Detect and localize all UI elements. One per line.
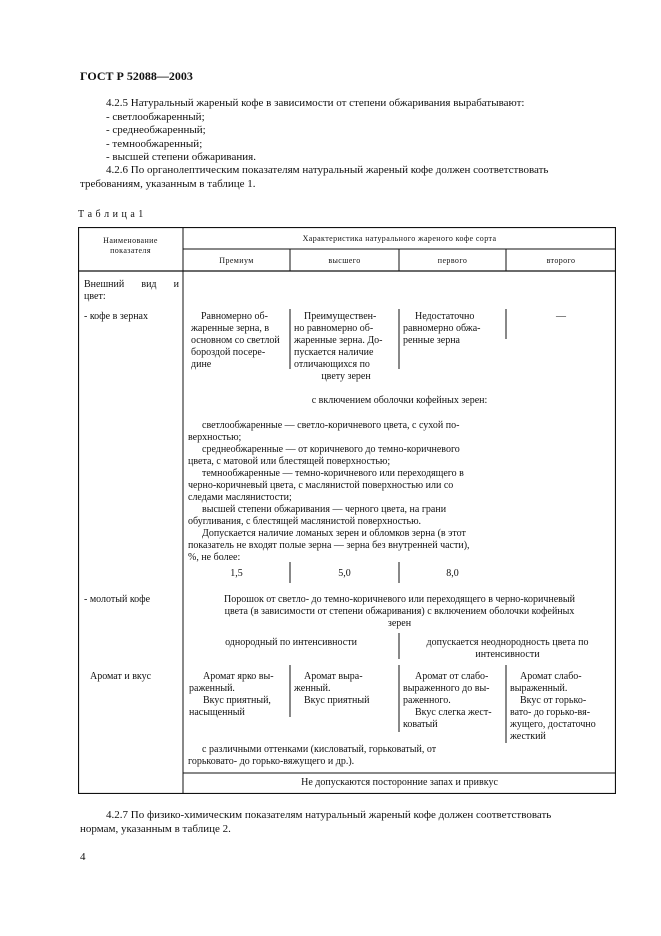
paragraph-4-2-7-line2: нормам, указанным в таблице 2. bbox=[80, 823, 231, 835]
header-grade-premium: Премиум bbox=[219, 256, 254, 265]
beans-premium-line5: дине bbox=[191, 359, 212, 370]
beans-highest-line1: Преимуществен- bbox=[304, 311, 377, 322]
list-item-highest: - высшей степени обжаривания. bbox=[106, 151, 256, 163]
aroma-premium-line3: Вкус приятный, bbox=[203, 695, 271, 706]
header-characteristic: Характеристика натурального жареного кофе сорта bbox=[302, 234, 497, 243]
husk-line-3: среднеобжаренные — от коричневого до темно-коричневого bbox=[202, 444, 460, 455]
beans-highest-line6: цвету зерен bbox=[321, 371, 371, 382]
beans-highest bbox=[294, 311, 398, 383]
aroma-notes-line2: горьковато- до горько-вяжущего и др.). bbox=[188, 756, 355, 767]
husk-line-12: %, не более: bbox=[188, 552, 241, 563]
aroma-premium-line2: раженный. bbox=[189, 683, 235, 694]
header-grade-second: второго bbox=[546, 256, 576, 265]
aroma-premium-line4: насыщенный bbox=[189, 707, 245, 718]
paragraph-4-2-6-line2: требованиям, указанным в таблице 1. bbox=[80, 178, 256, 190]
ground-nonuniform bbox=[399, 637, 616, 661]
husk-line-1: светлообжаренные — светло-коричневого цвета, с сухой по- bbox=[202, 420, 460, 431]
aroma-first-line2: выраженного до вы- bbox=[403, 683, 490, 694]
header-grade-highest: высшего bbox=[328, 256, 361, 265]
ground-nonuniform-line2: интенсивности bbox=[475, 649, 540, 660]
beans-premium bbox=[191, 311, 289, 371]
indicator-appearance bbox=[84, 279, 179, 303]
aroma-second-line2: выраженный. bbox=[510, 683, 568, 694]
paragraph-4-2-6-line1: 4.2.6 По органолептическим показателям натуральный жареный кофе должен соответствовать bbox=[106, 164, 549, 176]
ground-line-1: Порошок от светло- до темно-коричневого или переходящего в черно-коричневый bbox=[224, 594, 575, 605]
aroma-first-line4: Вкус слегка жест- bbox=[415, 707, 492, 718]
aroma-highest-line3: Вкус приятный bbox=[304, 695, 370, 706]
header-indicator-line1: Наименование bbox=[103, 236, 158, 245]
beans-highest-line3: жаренные зерна. До- bbox=[294, 335, 383, 346]
aroma-premium-line1: Аромат ярко вы- bbox=[203, 671, 274, 682]
table-caption: Т а б л и ц а 1 bbox=[78, 209, 144, 220]
beans-premium-line2: жаренные зерна, в bbox=[191, 323, 270, 334]
husk-inclusion: с включением оболочки кофейных зерен: bbox=[311, 395, 488, 406]
aroma-highest-line1: Аромат выра- bbox=[304, 671, 363, 682]
aroma-second-line6: жесткий bbox=[510, 731, 546, 742]
list-item-light: - светлообжаренный; bbox=[106, 111, 205, 123]
ground-line-2: цвета (в зависимости от степени обжаривания) с включением оболочки кофейных bbox=[224, 606, 575, 617]
indicator-appearance-line1: Внешний вид и bbox=[84, 279, 179, 290]
beans-highest-line5: отличающихся по bbox=[294, 359, 370, 370]
aroma-highest-line2: женный. bbox=[294, 683, 331, 694]
indicator-aroma: Аромат и вкус bbox=[90, 671, 152, 682]
list-item-dark: - темнообжаренный; bbox=[106, 138, 203, 150]
page-number: 4 bbox=[80, 851, 86, 863]
broken-premium: 1,5 bbox=[230, 568, 243, 579]
document-header: ГОСТ Р 52088—2003 bbox=[80, 69, 193, 83]
beans-highest-line4: пускается наличие bbox=[294, 347, 374, 358]
header-grade-first: первого bbox=[437, 256, 468, 265]
aroma-first bbox=[403, 671, 505, 731]
beans-premium-line3: основном со светлой bbox=[191, 335, 280, 346]
ground-uniform: однородный по интенсивности bbox=[225, 637, 357, 648]
husk-line-9: обугливания, с блестящей маслянистой поверхностью. bbox=[188, 516, 422, 527]
beans-first-line2: равномерно обжа- bbox=[403, 323, 481, 334]
paragraph-4-2-5: 4.2.5 Натуральный жареный кофе в зависимости от степени обжаривания вырабатывают: bbox=[106, 97, 525, 109]
beans-highest-line2: но равномерно об- bbox=[294, 323, 374, 334]
organoleptic-table bbox=[78, 227, 616, 794]
beans-second: — bbox=[556, 311, 566, 322]
beans-premium-line1: Равномерно об- bbox=[201, 311, 268, 322]
list-item-medium: - среднеобжаренный; bbox=[106, 124, 206, 136]
husk-line-8: высшей степени обжаривания — черного цвета, на грани bbox=[202, 504, 447, 515]
beans-first bbox=[403, 311, 505, 347]
aroma-second-line1: Аромат слабо- bbox=[520, 671, 582, 682]
husk-line-11: показатель не входят полые зерна — зерна без внутренней части), bbox=[188, 540, 470, 551]
ground-description bbox=[183, 594, 616, 630]
indicator-ground: - молотый кофе bbox=[84, 594, 151, 605]
husk-line-2: верхностью; bbox=[188, 432, 242, 443]
paragraph-4-2-7-line1: 4.2.7 По физико-химическим показателям натуральный жареный кофе должен соответствовать bbox=[106, 809, 552, 821]
husk-line-5: темнообжаренные — темно-коричневого или переходящего в bbox=[202, 468, 464, 479]
husk-line-4: цвета, с матовой или блестящей поверхностью; bbox=[188, 456, 391, 467]
ground-line-3: зерен bbox=[387, 618, 412, 629]
aroma-notes-line1: с различными оттенками (кисловатый, горьковатый, от bbox=[202, 744, 437, 755]
beans-premium-line4: бороздой посере- bbox=[191, 347, 266, 358]
aroma-second-line5: жущего, достаточно bbox=[510, 719, 596, 730]
husk-line-6: черно-коричневый цвета, с маслянистой поверхностью или со bbox=[188, 480, 454, 491]
broken-highest: 5,0 bbox=[338, 568, 351, 579]
indicator-appearance-line2: цвет: bbox=[84, 291, 106, 302]
no-foreign-odor: Не допускаются посторонние запах и привкус bbox=[301, 777, 498, 788]
aroma-second-line3: Вкус от горько- bbox=[520, 695, 587, 706]
husk-line-10: Допускается наличие ломаных зерен и обломков зерна (в этот bbox=[202, 528, 466, 539]
broken-first: 8,0 bbox=[446, 568, 459, 579]
aroma-premium bbox=[189, 671, 288, 719]
header-indicator-line2: показателя bbox=[110, 246, 151, 255]
aroma-first-line3: раженного. bbox=[403, 695, 451, 706]
aroma-first-line5: коватый bbox=[403, 719, 438, 730]
husk-line-7: следами маслянистости; bbox=[188, 492, 292, 503]
aroma-highest bbox=[294, 671, 397, 707]
beans-first-line1: Недостаточно bbox=[415, 311, 475, 322]
aroma-second-line4: вато- до горько-вя- bbox=[510, 707, 591, 718]
aroma-second bbox=[510, 671, 614, 743]
ground-nonuniform-line1: допускается неоднородность цвета по bbox=[426, 637, 589, 648]
indicator-beans: - кофе в зернах bbox=[84, 311, 148, 322]
aroma-notes bbox=[188, 744, 612, 768]
aroma-first-line1: Аромат от слабо- bbox=[415, 671, 489, 682]
husk-description bbox=[188, 420, 612, 564]
beans-first-line3: ренные зерна bbox=[403, 335, 460, 346]
